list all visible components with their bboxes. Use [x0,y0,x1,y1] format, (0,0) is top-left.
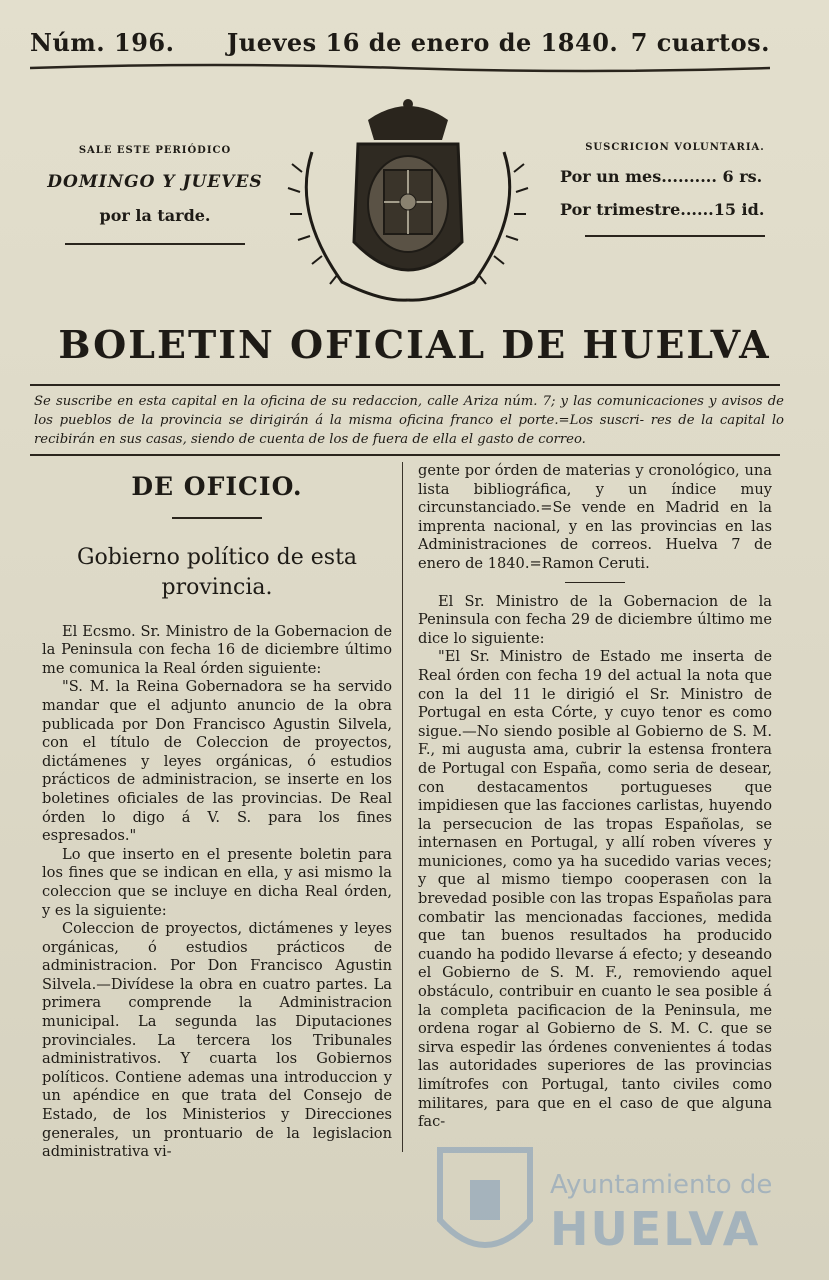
article-paragraph: El Sr. Ministro de la Gobernacion de la Peninsula con fecha 29 de diciembre último me dice lo siguiente: [418,592,772,647]
issue-date: Jueves 16 de enero de 1840. [226,28,619,57]
masthead-title: BOLETIN OFICIAL DE HUELVA [58,322,771,367]
issue-price: 7 cuartos. [630,28,770,57]
schedule-time: por la tarde. [99,206,211,225]
column-divider [402,462,403,1152]
subscription-label: SUSCRICION VOLUNTARIA. [585,142,765,153]
right-column [418,462,772,1132]
subscription-notice: Se suscribe en esta capital en la oficina de su redaccion, calle Ariza núm. 7; y las comunicaciones y avisos de los pueblos de la provincia se dirigirán á la misma oficina franco el porte.=Los suscri- res de la capital lo recibirán en sus casas, siendo de cuenta de los de fuera de ella el gasto de correo. [34,394,784,447]
shield-icon [430,1140,540,1270]
masthead-rule-bottom [30,454,780,456]
archive-watermark [420,1140,800,1270]
section-heading: DE OFICIO. [131,472,303,501]
article-paragraph: "S. M. la Reina Gobernadora se ha servido mandar que el adjunto anuncio de la obra publicada por Don Francisco Agustin Silvela, con el título de Coleccion de proyectos, dictámenes y leyes orgánicas, ó estudios prácticos de administracion, se inserte en los boletines oficiales de las provincias. De Real órden lo digo á V. S. para los fines espresados." [42,678,392,845]
schedule-label: SALE ESTE PERIÓDICO [78,145,232,156]
publication-schedule [40,145,270,245]
article-paragraph: Coleccion de proyectos, dictámenes y leyes orgánicas, ó estudios prácticos de administracion. Por Don Francisco Agustin Silvela.—Divídese la obra en cuatro partes. La primera comprende la Administracion municipal. La segunda las Diputaciones provinciales. La tercera los Tribunales administrativos. Y cuarta los Gobiernos políticos. Contiene ademas una introduccion y un apéndice en que trata del Consejo de Estado, de los Ministerios y Direcciones generales, un prontuario de la legislacion administrativa vi- [42,920,392,1161]
issue-number: Núm. 196. [30,28,175,57]
article-separator [565,582,625,583]
article-paragraph: "El Sr. Ministro de Estado me inserta de Real órden con fecha 19 del actual la nota que con la del 11 le dirigió el Sr. Ministro de Portugal en esta Córte, y cuyo tenor es como sigue.—No siendo posible al Gobierno de S. M. F., mi augusta ama, cubrir la estensa frontera de Portugal con España, como seria de desear, con destacamentos portugueses que impidiesen que las facciones carlistas, huyendo la persecucion de las tropas Españolas, se internasen en Portugal, y allí roben víveres y municiones, como ya ha sucedido varias veces; y que al mismo tiempo cooperasen con la brevedad posible con las tropas Españolas para combatir las mencionadas facciones, medida que tan buenos resultados ha producido cuando ha podido llevarse á efecto; y deseando el Gobierno de S. M. F., removiendo aquel obstáculo, contribuir en cuanto le sea posible á la completa pacificacion de la Peninsula, me ordena rogar al Gobierno de S. M. C. que se sirva espedir las órdenes convenientes á todas las autoridades superiores de las provincias limítrofes con Portugal, tanto civiles como militares, para que en el caso de que alguna fac- [418,648,772,1131]
article-paragraph: Lo que inserto en el presente boletin para los fines que se indican en ella, y asi mismo la coleccion que se incluye en dicha Real órden, y es la siguiente: [42,845,392,919]
header-rule [30,62,770,74]
masthead-rule-top [30,384,780,386]
schedule-days: DOMINGO Y JUEVES [47,172,263,192]
royal-crest-icon [272,92,544,310]
watermark-line1: Ayuntamiento de [550,1170,773,1200]
subscription-box [560,142,790,237]
price-quarter: Por trimestre......15 id. [560,200,765,219]
left-column [42,470,392,1162]
article-paragraph: El Ecsmo. Sr. Ministro de la Gobernacion de la Peninsula con fecha 16 de diciembre último me comunica la Real órden siguiente: [42,622,392,677]
article-paragraph: gente por órden de materias y cronológico, una lista bibliográfica, y un índice muy circunstanciado.=Se vende en Madrid en la imprenta nacional, y en las provincias en las Administraciones de correos. Huelva 7 de enero de 1840.=Ramon Ceruti. [418,462,772,572]
schedule-rule [65,243,245,245]
watermark-line2: HUELVA [550,1202,761,1256]
price-month: Por un mes.......... 6 rs. [560,167,763,186]
section-rule [172,517,262,519]
subscription-rule [585,235,765,237]
header-line [30,28,770,57]
subsection-heading: Gobierno político de esta provincia. [76,544,358,600]
